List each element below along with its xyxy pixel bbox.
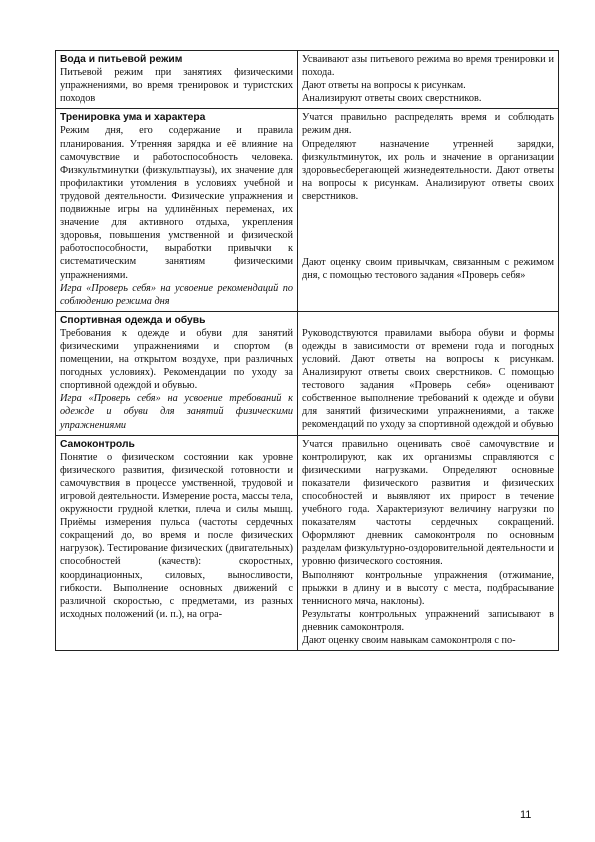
spacer bbox=[302, 203, 554, 256]
curriculum-table bbox=[55, 50, 559, 651]
activity-text: Дают ответы на вопросы к рисункам. bbox=[302, 80, 466, 92]
activity-text: Анализируют ответы своих сверстников. bbox=[302, 93, 482, 105]
section-italic-note: Игра «Проверь себя» на усвоение требований к одежде и обуви для занятий физическими упражнениями bbox=[60, 393, 293, 431]
table-row bbox=[56, 435, 559, 651]
section-title: Спортивная одежда и обувь bbox=[60, 314, 206, 326]
activity-text: Определяют назначение утренней зарядки, физкультминуток, их роль и значение в организации здоровьесберегающей жизнедеятельности. Дают ответы на вопросы к рисункам. Анализируют ответы своих сверстников. bbox=[302, 138, 554, 202]
topic-cell bbox=[56, 311, 298, 435]
section-italic-note: Игра «Проверь себя» на усвоение рекомендаций по соблюдению режима дня bbox=[60, 282, 293, 307]
section-content: Понятие о физическом состоянии как уровне физического развития, физической готовности и самочувствия в процессе умственной, трудовой и игровой деятельности. Измерение роста, массы тела, окружности грудной клетки, плеча и силы мышц. Приёмы измерения пульса (частоты сердечных сокращений до, во время и после физических нагрузок). Тестирование физических (двигательных) способностей (качеств): скоростных, координационных, силовых, выносливости, гибкости. Выполнение основных движений с различной скоростью, с предметами, из разных исходных положений (и. п.), на огра- bbox=[60, 451, 293, 620]
table-row bbox=[56, 51, 559, 109]
activity-cell bbox=[298, 435, 559, 651]
activity-cell bbox=[298, 311, 559, 435]
section-content: Требования к одежде и обуви для занятий физическими упражнениями и спортом (в помещении, на открытом воздухе, при различных погодных условиях). Рекомендации по уходу за спортивной одеждой и обувью. bbox=[60, 327, 293, 392]
activity-text: Дают оценку своим навыкам самоконтроля с по- bbox=[302, 635, 516, 647]
topic-cell bbox=[56, 51, 298, 109]
activity-cell bbox=[298, 51, 559, 109]
section-content: Режим дня, его содержание и правила планирования. Утренняя зарядка и её влияние на самочувствие и работоспособность человека. Физкультминутки (физкультпаузы), их значение для профилактики утомления в условиях учебной и трудовой деятельности. Физические упражнения и подвижные игры на удлинённых переменах, их значение для активного отдыха, укрепления здоровья, повышения умственной и физической работоспособности, выработки привычки к систематическим занятиям физическими упражнениями. bbox=[60, 125, 293, 281]
topic-cell bbox=[56, 109, 298, 311]
section-title: Вода и питьевой режим bbox=[60, 54, 183, 65]
activity-text: Дают оценку своим привычкам, связанным с режимом дня, с помощью тестового задания «Проверь себя» bbox=[302, 257, 554, 282]
activity-text: Усваивают азы питьевого режима во время тренировки и похода. bbox=[302, 54, 554, 79]
section-content: Питьевой режим при занятиях физическими упражнениями, во время тренировок и туристских походов bbox=[60, 67, 293, 105]
topic-cell bbox=[56, 435, 298, 651]
activity-text: Результаты контрольных упражнений записывают в дневник самоконтроля. bbox=[302, 608, 554, 633]
section-title: Самоконтроль bbox=[60, 438, 135, 450]
activity-text: Выполняют контрольные упражнения (отжимание, прыжки в длину и в высоту с места, подбрасывание теннисного мяча, наклоны). bbox=[302, 569, 554, 607]
page-number: 11 bbox=[520, 809, 532, 821]
table-row bbox=[56, 109, 559, 311]
activity-text: Руководствуются правилами выбора обуви и формы одежды в зависимости от времени года и погодных условий. Дают ответы на вопросы к рисункам. Анализируют ответы своих сверстников. С помощью тестового задания «Проверь себя» оценивают собственное выполнение требований к одежде и обуви для занятий физическими упражнениями, а также рекомендаций по уходу за спортивной одеждой и обувью bbox=[302, 327, 554, 431]
section-title: Тренировка ума и характера bbox=[60, 112, 206, 124]
activity-cell bbox=[298, 109, 559, 311]
activity-text: Учатся правильно распределять время и соблюдать режим дня. bbox=[302, 112, 554, 137]
activity-text: Учатся правильно оценивать своё самочувствие и контролируют, как их организмы справляются с физическими нагрузками. Определяют основные показатели физического развития и физических способностей и выявляют их прирост в течение учебного года. Характеризуют величину нагрузки по показателям частоты сердечных сокращений. Оформляют дневник самоконтроля по основным разделам физкультурно-оздоровительной деятельности и уровню физического состояния. bbox=[302, 438, 554, 568]
table-row bbox=[56, 311, 559, 435]
